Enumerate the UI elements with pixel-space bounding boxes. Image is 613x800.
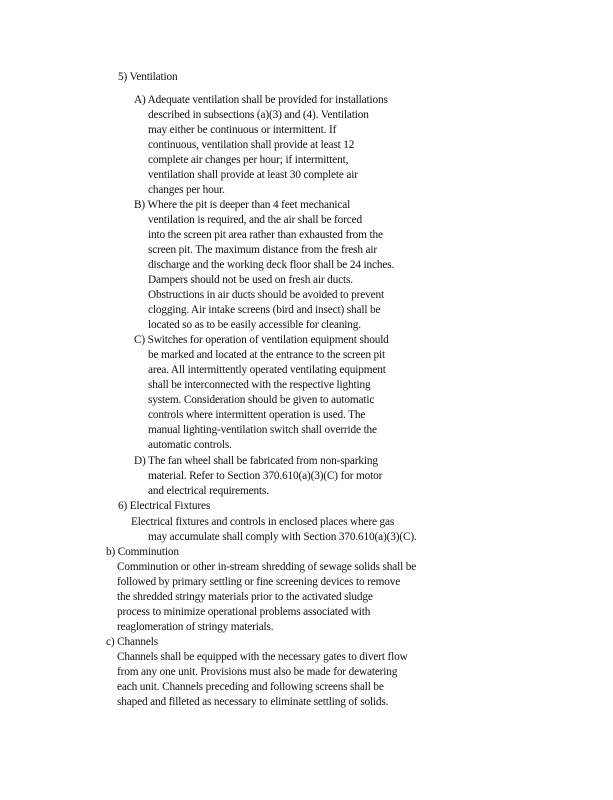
ventilation-b-line: B) Where the pit is deeper than 4 feet mechanical — [134, 199, 351, 211]
electrical-line: Electrical fixtures and controls in enclosed places where gas — [131, 516, 395, 528]
comminution-line: the shredded stringy materials prior to the activated sludge — [117, 591, 373, 603]
ventilation-a-line: complete air changes per hour; if intermittent, — [148, 154, 349, 166]
ventilation-c-line: area. All intermittently operated ventilating equipment — [148, 364, 386, 376]
ventilation-d-line: and electrical requirements. — [148, 485, 269, 497]
ventilation-c-line: C) Switches for operation of ventilation equipment should — [134, 334, 389, 346]
ventilation-a-line: may either be continuous or intermittent. If — [148, 124, 337, 136]
ventilation-c-line: shall be interconnected with the respective lighting — [148, 379, 371, 391]
ventilation-a-line: continuous, ventilation shall provide at least 12 — [148, 139, 355, 151]
section-heading-channels: c) Channels — [106, 636, 158, 648]
ventilation-b-line: into the screen pit area rather than exhausted from the — [148, 229, 383, 241]
ventilation-a-line: ventilation shall provide at least 30 complete air — [148, 169, 358, 181]
channels-line: from any one unit. Provisions must also be made for dewatering — [117, 666, 398, 678]
ventilation-c-line: system. Consideration should be given to automatic — [148, 394, 375, 406]
comminution-line: Comminution or other in-stream shredding of sewage solids shall be — [117, 561, 417, 573]
ventilation-b-line: clogging. Air intake screens (bird and insect) shall be — [148, 304, 381, 316]
ventilation-b-line: Obstructions in air ducts should be avoided to prevent — [148, 289, 384, 301]
ventilation-b-line: discharge and the working deck floor shall be 24 inches. — [148, 259, 395, 271]
channels-line: shaped and filleted as necessary to eliminate settling of solids. — [117, 696, 389, 708]
ventilation-b-line: screen pit. The maximum distance from the fresh air — [148, 244, 377, 256]
ventilation-a-line: changes per hour. — [148, 184, 225, 196]
comminution-line: process to minimize operational problems associated with — [117, 606, 371, 618]
ventilation-d-line: material. Refer to Section 370.610(a)(3)(C) for motor — [148, 470, 383, 482]
ventilation-b-line: ventilation is required, and the air shall be forced — [148, 214, 362, 226]
ventilation-c-line: manual lighting-ventilation switch shall override the — [148, 424, 377, 436]
electrical-line: may accumulate shall comply with Section 370.610(a)(3)(C). — [148, 531, 417, 543]
ventilation-b-line: located so as to be easily accessible for cleaning. — [148, 319, 361, 331]
ventilation-c-line: automatic controls. — [148, 439, 232, 451]
section-heading-electrical-fixtures: 6) Electrical Fixtures — [118, 500, 211, 512]
channels-line: Channels shall be equipped with the necessary gates to divert flow — [117, 651, 408, 663]
ventilation-d-line: D) The fan wheel shall be fabricated from non-sparking — [134, 455, 378, 467]
ventilation-c-line: be marked and located at the entrance to the screen pit — [148, 349, 386, 361]
channels-line: each unit. Channels preceding and following screens shall be — [117, 681, 384, 693]
ventilation-b-line: Dampers should not be used on fresh air ducts. — [148, 274, 353, 286]
section-heading-ventilation: 5) Ventilation — [118, 71, 178, 83]
ventilation-a-line: described in subsections (a)(3) and (4). Ventilation — [148, 109, 369, 121]
ventilation-c-line: controls where intermittent operation is used. The — [148, 409, 366, 421]
comminution-line: reaglomeration of stringy materials. — [117, 621, 274, 633]
ventilation-a-line: A) Adequate ventilation shall be provided for installations — [134, 94, 388, 106]
section-heading-comminution: b) Comminution — [106, 546, 179, 558]
comminution-line: followed by primary settling or fine screening devices to remove — [117, 576, 401, 588]
